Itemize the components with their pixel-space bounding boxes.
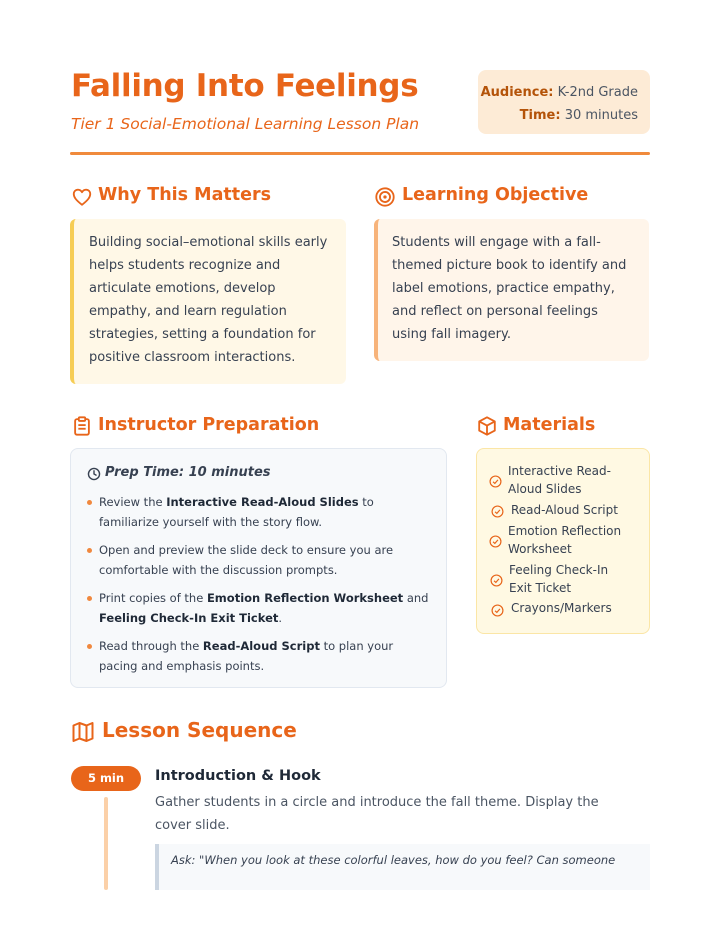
time-value: 30 minutes [564,108,638,123]
materials-card [476,448,650,634]
prep-item: Review the Interactive Read-Aloud Slides to familiarize yourself with the story flow. [87,492,432,532]
why-card [70,219,346,384]
sequence-title: Lesson Sequence [102,718,297,742]
material-item: Crayons/Markers [511,601,612,615]
material-item: Read-Aloud Script [511,503,618,517]
box-icon [476,415,498,437]
page-subtitle: Tier 1 Social-Emotional Learning Lesson Plan [71,115,420,133]
materials-title: Materials [503,415,596,435]
clipboard-icon [71,415,93,437]
time-label: Time: [519,108,561,123]
prep-item: Open and preview the slide deck to ensure you are comfortable with the discussion prompts. [87,540,432,580]
why-title: Why This Matters [98,185,272,205]
prep-time: Prep Time: 10 minutes [105,465,271,480]
step-title: Introduction & Hook [155,768,321,784]
page-title: Falling Into Feelings [71,68,419,104]
duration-badge: 5 min [71,766,141,791]
audience-value: K-2nd Grade [557,85,638,100]
header-divider [70,152,650,155]
material-item: Emotion Reflection Worksheet [508,524,622,556]
audience-label: Audience: [480,85,554,100]
check-circle-icon [489,535,502,548]
material-item: Feeling Check-In Exit Ticket [509,563,609,595]
objective-card [374,219,649,361]
objective-title: Learning Objective [402,185,589,205]
prep-list [87,492,432,684]
prep-title: Instructor Preparation [98,415,320,435]
step-quote: Ask: "When you look at these colorful leaves, how do you feel? Can someone [155,844,650,890]
why-body: Building social–emotional skills early helps students recognize and articulate emotions, develop empathy, and learn regulation strategies, setting a foundation for positive classroom interactions. [89,235,328,365]
prep-item: Read through the Read-Aloud Script to plan your pacing and emphasis points. [87,636,432,676]
check-circle-icon [490,574,503,587]
material-item: Interactive Read-Aloud Slides [508,464,611,496]
timeline-line [104,797,108,890]
target-icon [374,186,396,208]
prep-item: Print copies of the Emotion Reflection Worksheet and Feeling Check-In Exit Ticket. [87,588,432,628]
heart-icon [71,186,93,208]
check-circle-icon [491,505,504,518]
map-icon [71,720,95,744]
step-description: Gather students in a circle and introduce the fall theme. Display the cover slide. [155,795,599,833]
clock-icon [87,467,101,481]
check-circle-icon [491,604,504,617]
check-circle-icon [489,475,502,488]
lesson-info-box [478,70,650,134]
prep-card [70,448,447,688]
objective-body: Students will engage with a fall-themed picture book to identify and label emotions, practice empathy, and reflect on personal feelings using fall imagery. [392,235,627,342]
